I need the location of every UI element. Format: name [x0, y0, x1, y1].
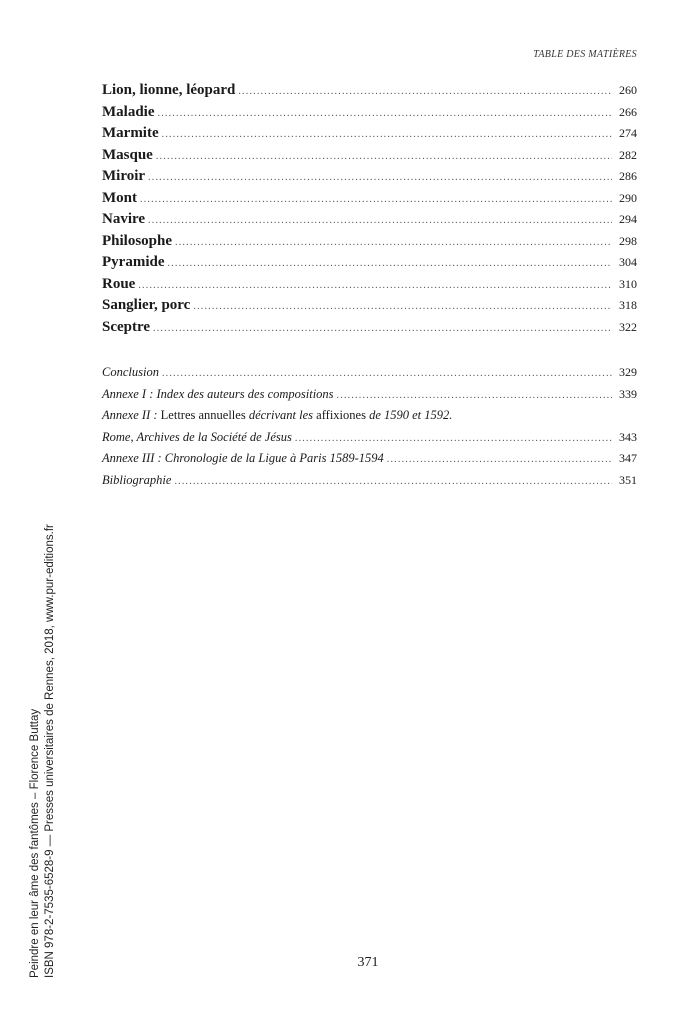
toc-entry-page: 339 [619, 386, 637, 401]
leader-dots [162, 129, 612, 140]
toc-entry-page: 286 [619, 169, 637, 183]
toc-entry [102, 82, 637, 104]
toc-entry-title: Bibliographie [102, 472, 172, 487]
toc-entry-title: Philosophe [102, 232, 173, 249]
toc-entry-title: Lion, lionne, léopard [102, 82, 236, 98]
side-copyright-notice [28, 524, 58, 978]
toc-entry-title: Masque [102, 146, 153, 163]
toc-entry-title: Rome, Archives de la Société de Jésus [102, 429, 292, 444]
toc-entry [102, 233, 637, 255]
toc-entry-page: 351 [619, 472, 637, 487]
toc-entry [102, 297, 637, 319]
toc-entry-title: Navire [102, 211, 146, 227]
toc-annexe-3 [102, 451, 637, 473]
toc-entry-title: Annexe III : Chronologie de la Ligue à Paris 1589-1594 [102, 451, 384, 465]
toc-bibliographie [102, 473, 637, 495]
toc-entry-title: Maladie [102, 103, 155, 120]
toc-entry-page: 298 [619, 233, 637, 248]
toc-entry [102, 168, 637, 190]
toc-back-matter [102, 365, 637, 494]
annexe-2-text-b: décrivant les [248, 408, 317, 422]
leader-dots [156, 151, 612, 162]
toc-entry [102, 276, 637, 298]
side-notice-line-2: ISBN 978-2-7535-6528-9 — Presses universitaires de Rennes, 2018, www.pur-editions.fr [44, 524, 56, 978]
annexe-2-label: Annexe II : [102, 408, 161, 422]
toc-entry-page: 347 [619, 451, 637, 465]
side-notice-line-1: Peindre en leur âme des fantômes – Florence Buttay [29, 708, 41, 978]
toc-entry-title: Annexe I : Index des auteurs des compositions [102, 386, 334, 401]
toc-annexe-1 [102, 387, 637, 409]
toc-entry-page: 322 [619, 319, 637, 334]
toc-entry-title: Sceptre [102, 318, 151, 335]
toc-entry-page: 329 [619, 365, 637, 379]
leader-dots [175, 237, 612, 248]
toc-entry-page: 343 [619, 429, 637, 444]
toc-entry-title: Miroir [102, 168, 146, 184]
leader-dots [337, 390, 612, 401]
toc-entry [102, 190, 637, 212]
toc-entry-title: Marmite [102, 125, 159, 141]
page-number: 371 [357, 955, 379, 970]
toc-entry-page: 294 [619, 212, 637, 226]
annexe-2-text-c: affixiones [316, 408, 370, 422]
leader-dots [140, 194, 612, 205]
leader-dots [167, 258, 612, 269]
toc-entry [102, 104, 637, 126]
leader-dots [295, 433, 612, 444]
toc-annexe-2-line1 [102, 408, 637, 430]
toc-entry-page: 310 [619, 276, 637, 291]
leader-dots [138, 280, 612, 291]
toc-entry-title: Conclusion [102, 365, 159, 379]
toc-conclusion [102, 365, 637, 387]
toc-entry-page: 266 [619, 104, 637, 119]
leader-dots [148, 215, 612, 226]
leader-dots [158, 108, 613, 119]
toc-entry-title: Pyramide [102, 254, 165, 270]
toc-entry-page: 282 [619, 147, 637, 162]
toc-entry-page: 260 [619, 83, 637, 97]
toc-entry-page: 318 [619, 298, 637, 312]
toc-entry-title: Roue [102, 275, 136, 292]
leader-dots [174, 476, 612, 487]
toc-entry-title: Mont [102, 189, 137, 206]
leader-dots [153, 323, 612, 334]
leader-dots [238, 86, 612, 97]
toc-entry [102, 125, 637, 147]
annexe-2-text-a: Lettres annuelles [160, 408, 249, 422]
leader-dots [162, 368, 612, 379]
toc-annexe-2-line2 [102, 430, 637, 452]
toc-entry-page: 290 [619, 190, 637, 205]
annexe-2-text-d: de 1590 et 1592. [369, 408, 453, 422]
toc-main-list [102, 82, 637, 340]
toc-entry-title: Sanglier, porc [102, 297, 191, 313]
toc-entry [102, 147, 637, 169]
toc-entry-page: 274 [619, 126, 637, 140]
toc-entry-page: 304 [619, 255, 637, 269]
toc-entry [102, 254, 637, 276]
leader-dots [193, 301, 612, 312]
leader-dots [387, 454, 612, 465]
leader-dots [148, 172, 612, 183]
toc-entry [102, 211, 637, 233]
running-header: TABLE DES MATIÈRES [533, 49, 637, 60]
toc-entry [102, 319, 637, 341]
